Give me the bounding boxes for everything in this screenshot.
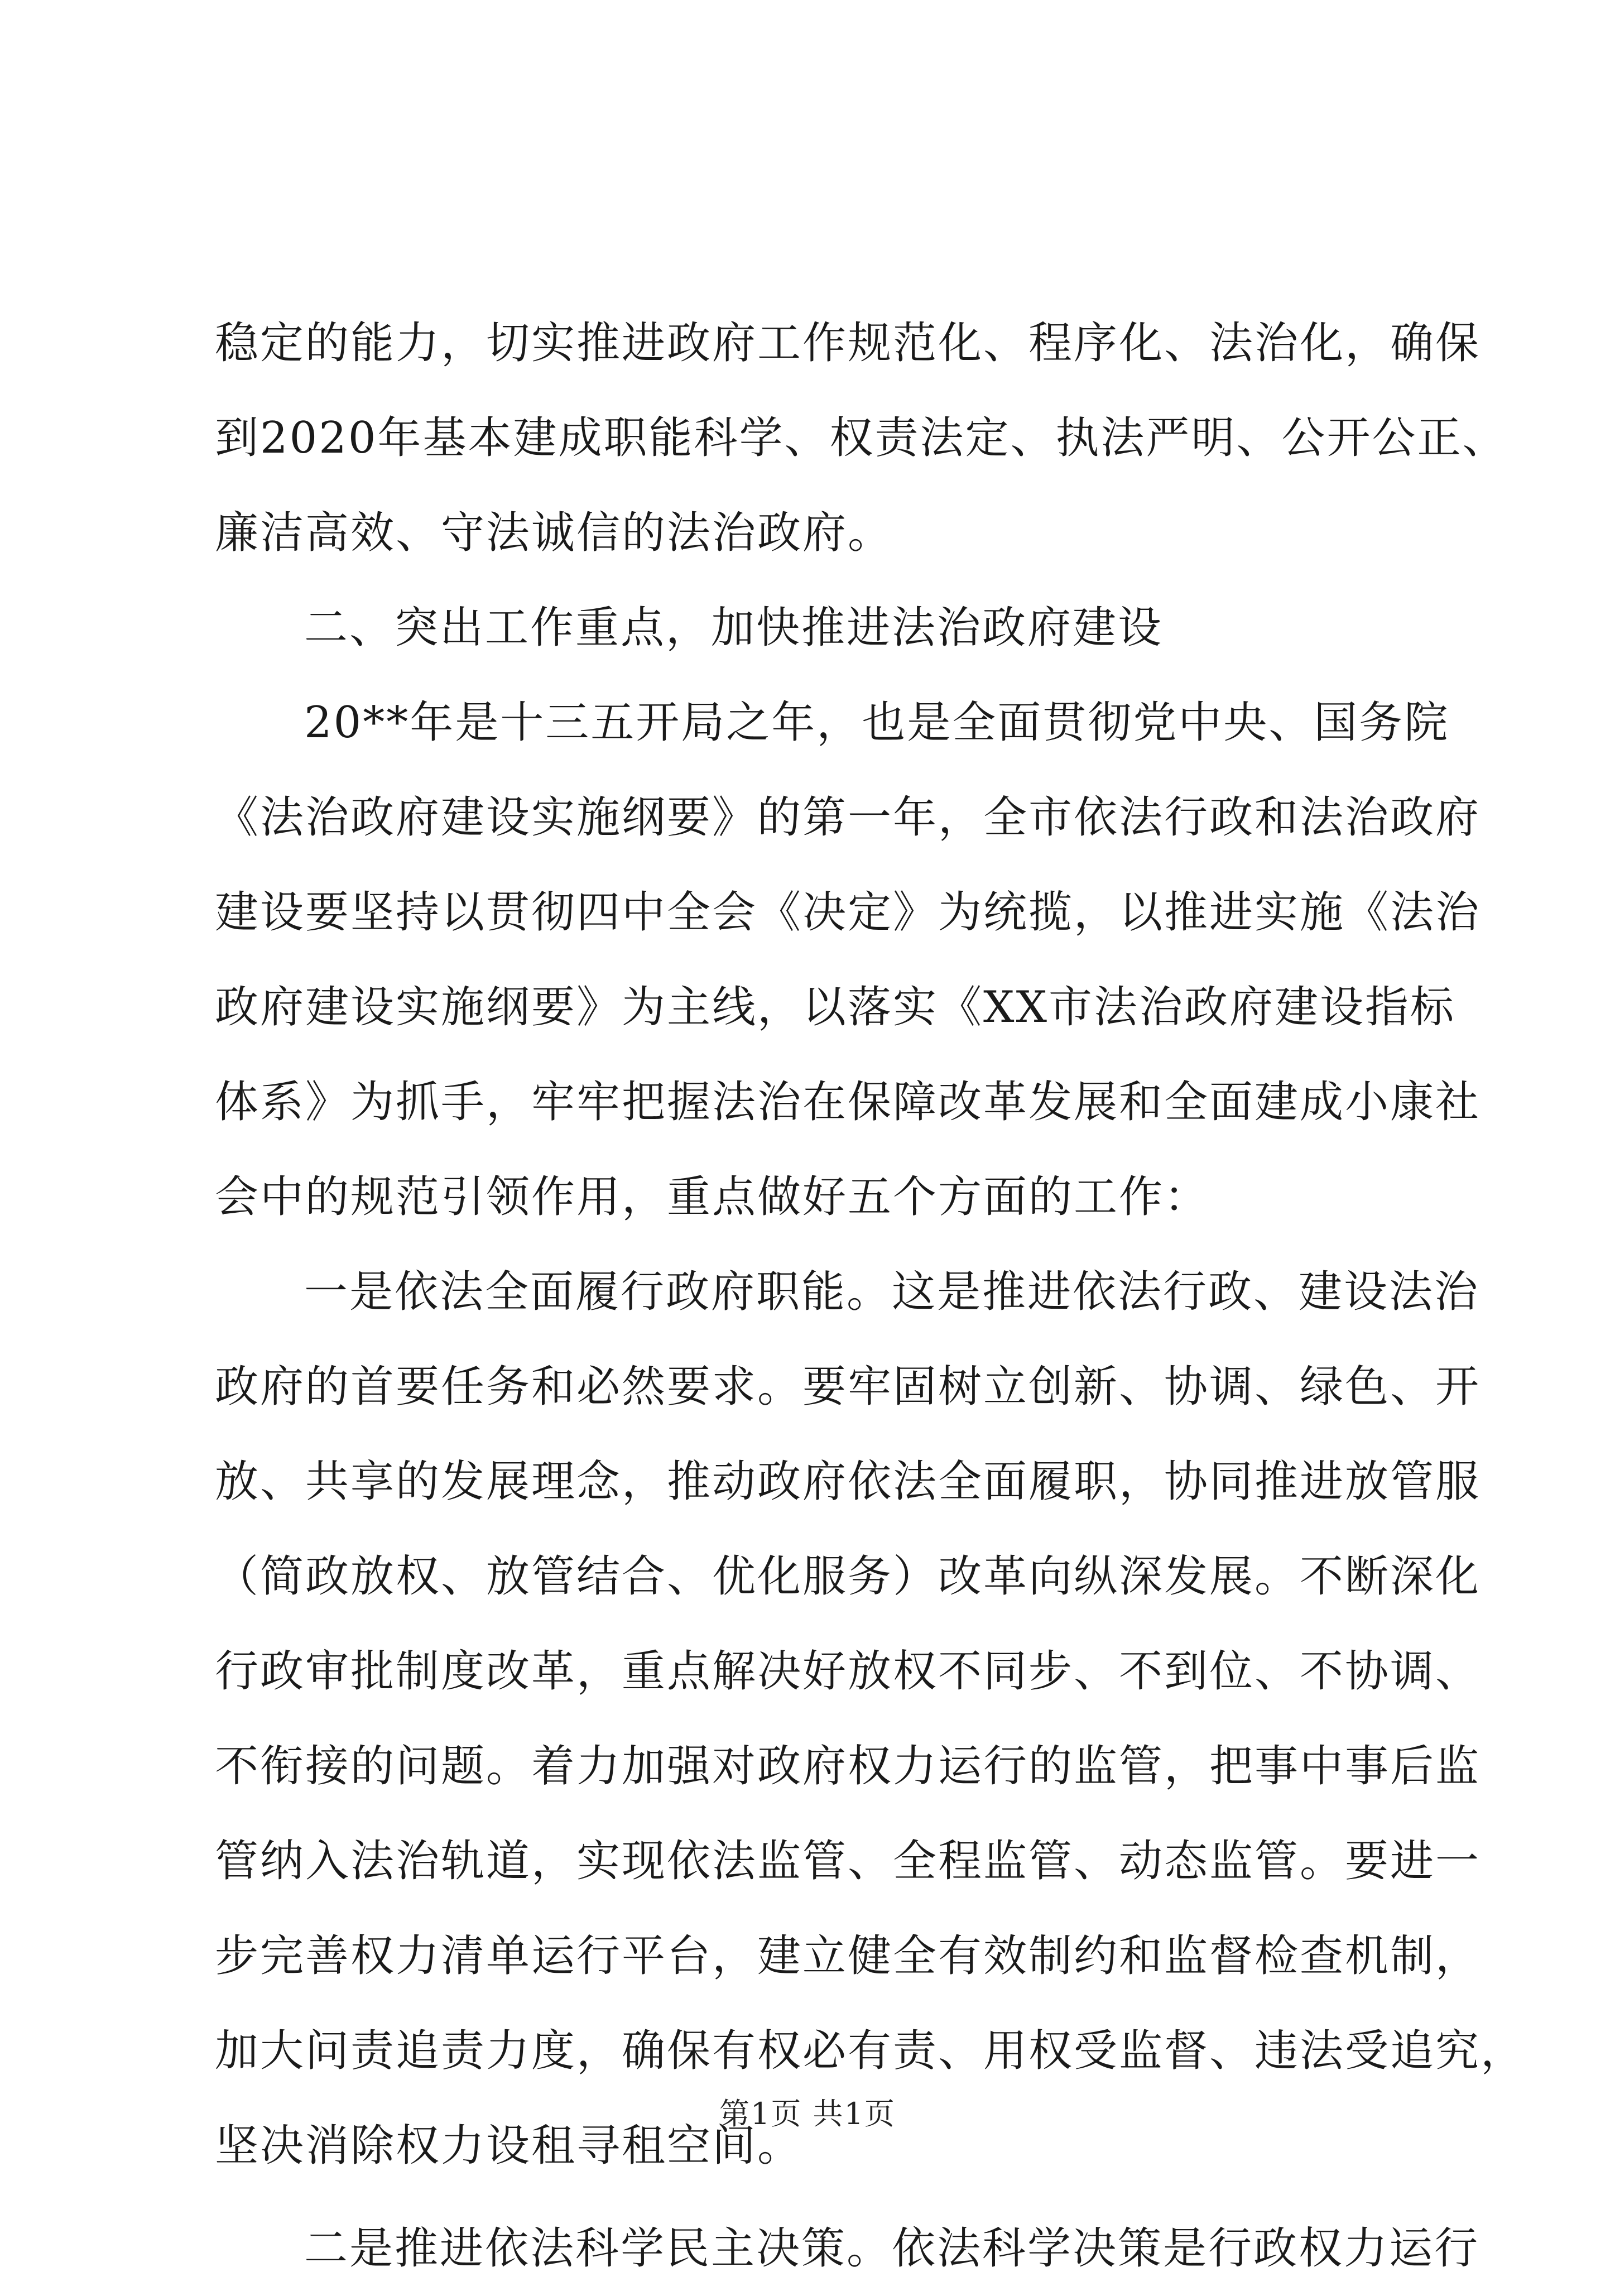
paragraph-line: 会中的规范引领作用，重点做好五个方面的工作： [215, 1172, 1210, 1222]
paragraph-line: 政府建设实施纲要》为主线，以落实《XX市法治政府建设指标 [215, 982, 1456, 1032]
section-heading: 二、突出工作重点，加快推进法治政府建设 [304, 603, 1164, 653]
paragraph-line: 加大问责追责力度，确保有权必有责、用权受监督、违法受追究， [215, 2026, 1526, 2076]
paragraph-line: 廉洁高效、守法诚信的法治政府。 [215, 508, 893, 558]
paragraph-line: （简政放权、放管结合、优化服务）改革向纵深发展。不断深化 [215, 1552, 1481, 1602]
paragraph-line: 不衔接的问题。着力加强对政府权力运行的监管，把事中事后监 [215, 1741, 1481, 1791]
paragraph-line: 体系》为抓手，牢牢把握法治在保障改革发展和全面建成小康社 [215, 1077, 1481, 1127]
paragraph-line: 坚决消除权力设租寻租空间。 [215, 2121, 803, 2171]
paragraph-line: 《法治政府建设实施纲要》的第一年，全市依法行政和法治政府 [215, 792, 1481, 843]
document-body [215, 296, 1526, 2296]
paragraph-line: 二是推进依法科学民主决策。依法科学决策是行政权力运行 [304, 2223, 1480, 2274]
paragraph-line: 政府的首要任务和必然要求。要牢固树立创新、协调、绿色、开 [215, 1362, 1481, 1412]
paragraph-line: 稳定的能力，切实推进政府工作规范化、程序化、法治化，确保 [215, 318, 1481, 368]
paragraph-line: 20**年是十三五开局之年，也是全面贯彻党中央、国务院 [304, 698, 1450, 748]
paragraph-line: 行政审批制度改革，重点解决好放权不同步、不到位、不协调、 [215, 1646, 1481, 1697]
paragraph-line: 放、共享的发展理念，推动政府依法全面履职，协同推进放管服 [215, 1457, 1481, 1507]
paragraph-line: 一是依法全面履行政府职能。这是推进依法行政、建设法治 [304, 1267, 1480, 1317]
paragraph-line: 建设要坚持以贯彻四中全会《决定》为统揽，以推进实施《法治 [215, 887, 1481, 938]
paragraph-line: 管纳入法治轨道，实现依法监管、全程监管、动态监管。要进一 [215, 1836, 1481, 1886]
paragraph-line: 到2020年基本建成职能科学、权责法定、执法严明、公开公正、 [215, 413, 1508, 463]
page-footer: 第1页 共1页 [719, 2096, 896, 2131]
paragraph-line: 步完善权力清单运行平台，建立健全有效制约和监督检查机制， [215, 1931, 1481, 1981]
